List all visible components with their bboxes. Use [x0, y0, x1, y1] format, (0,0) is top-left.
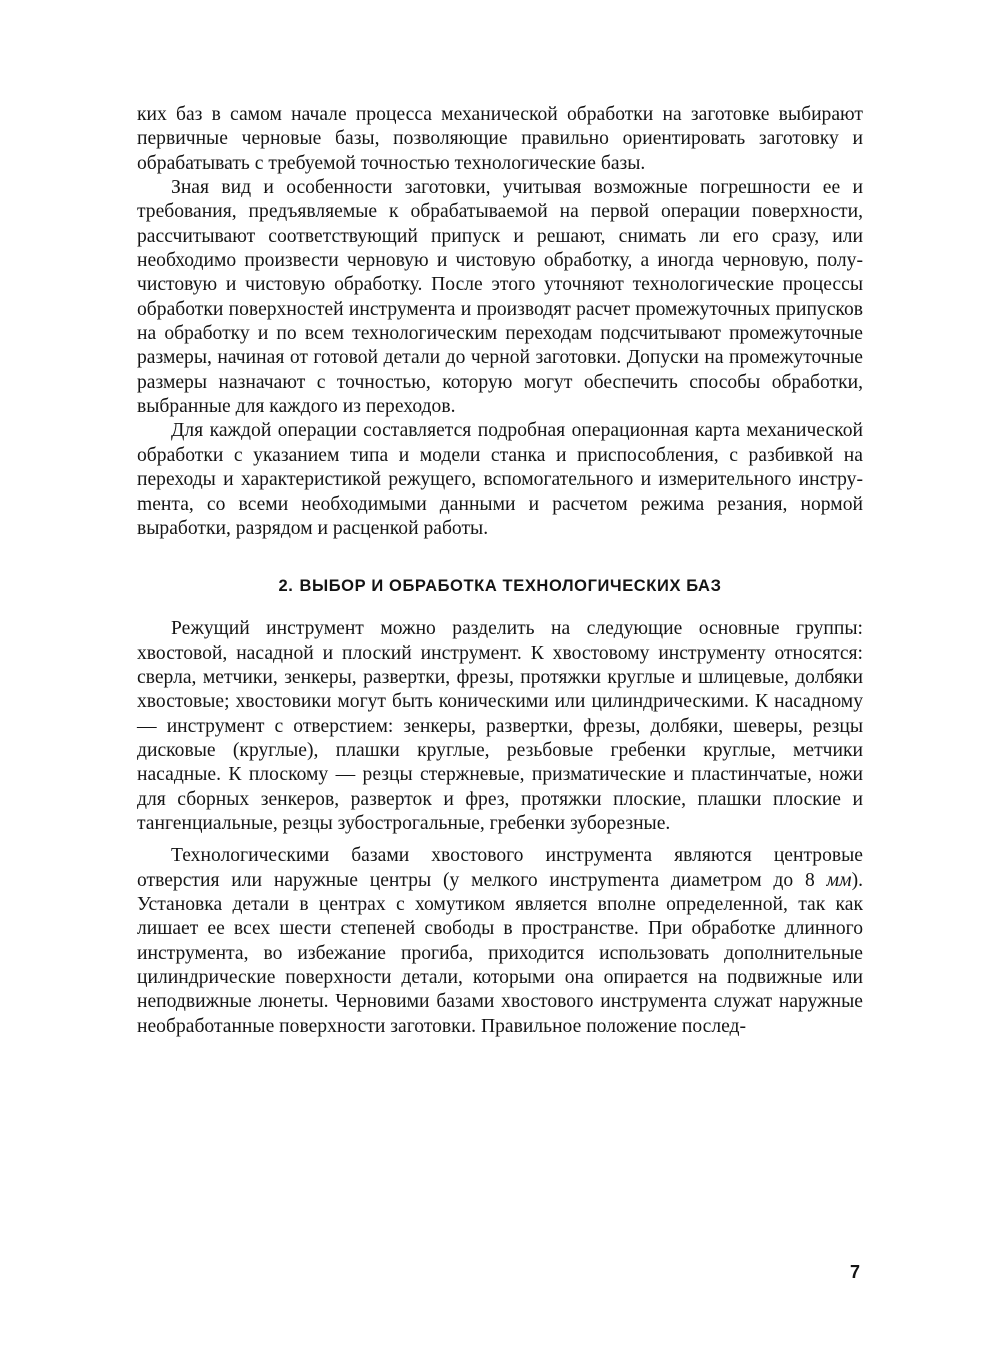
paragraph-technological-bases: [137, 844, 863, 1039]
page-number: 7: [850, 1262, 861, 1282]
paragraph-operation-card: Для каждой операции составляется подробная операционная карта механической обработки с указанием типа и модели станка и приспособления, с разбивкой на переходы и характеристикой режущего, вспомогательного и измерительного инструmента, со всеми необходимыми данными и расчетом режима резания, нормой выработки, разрядом и расценкой работы.: [137, 420, 863, 539]
paragraph-continued: ких баз в самом начале процесса механической обработки на заготовке выбирают первичные черновые базы, позволяющие правильно ориентировать заготовку и обрабатывать с требуемой точностью технологические базы.: [137, 104, 863, 174]
section-heading: [137, 575, 863, 597]
paragraph-text-part2: ). Установка детали в центрах с хомутиком является вполне определенной, так как лишает ее всех шести степеней свободы в пространстве. При обработке длинного инструмента, во избежание прогиба, приходится использовать дополнительные цилиндрические поверхности детали, которыми она опирается на подвижные или неподвижные люнеты. Черновими базами хвостового инструмента служат наружные необработанные поверхности заготовки. Правильное положение послед-: [137, 869, 863, 1037]
section-title: ВЫБОР И ОБРАБОТКА ТЕХНОЛОГИЧЕСКИХ БАЗ: [299, 577, 722, 596]
paragraph-allowances: Зная вид и особенности заготовки, учитывая возможные погрешности ее и требования, предъявляемые к обрабатываемой на первой операции поверхности, рассчитывают соответствующий припуск и решают, снимать ли его сразу, или необходимо произвести черновую и чистовую обработку, а иногда черновую, получистовую и чистовую обработку. После этого уточняют технологические процессы обработки поверхностей инструмента и производят расчет промежуточных припусков на обработку и по всем технологическим переходам подсчитывают промежуточные размеры, начиная от готовой детали до черной заготовки. Допуски на промежуточные размеры назначают с точностью, которую могут обеспечить способы обработки, выбранные для каждого из переходов.: [137, 177, 863, 418]
paragraph-text-part1: Технологическими базами хвостового инструмента являются центровые отверстия или наружные центры (у мелкого инструmента диаметром до 8: [137, 845, 863, 891]
paragraph-gap: [137, 836, 863, 844]
page-body: [137, 103, 863, 1039]
unit-mm: мм: [826, 869, 852, 891]
section-number: 2.: [278, 577, 294, 596]
paragraph-tool-groups: Режущий инструмент можно разделить на следующие основные группы: хвостовой, насадной и плоский инструмент. К хвостовому инструменту относятся: сверла, метчики, зенкеры, развертки, фрезы, протяжки круглые и шлицевые, долбяки хвостовые; хвостовики могут быть коническими или цилиндрическими. К насадному — инструмент с отверстием: зенкеры, развертки, фрезы, долбяки, шеверы, резцы дисковые (круглые), плашки круглые, резьбовые гребенки круглые, метчики насадные. К плоскому — резцы стержневые, призматические и пластинчатые, ножи для сборных зенкеров, разверток и фрез, протяжки плоские, плашки плоские и тангенциальные, резцы зубострогальные, гребенки зуборезные.: [137, 618, 863, 834]
